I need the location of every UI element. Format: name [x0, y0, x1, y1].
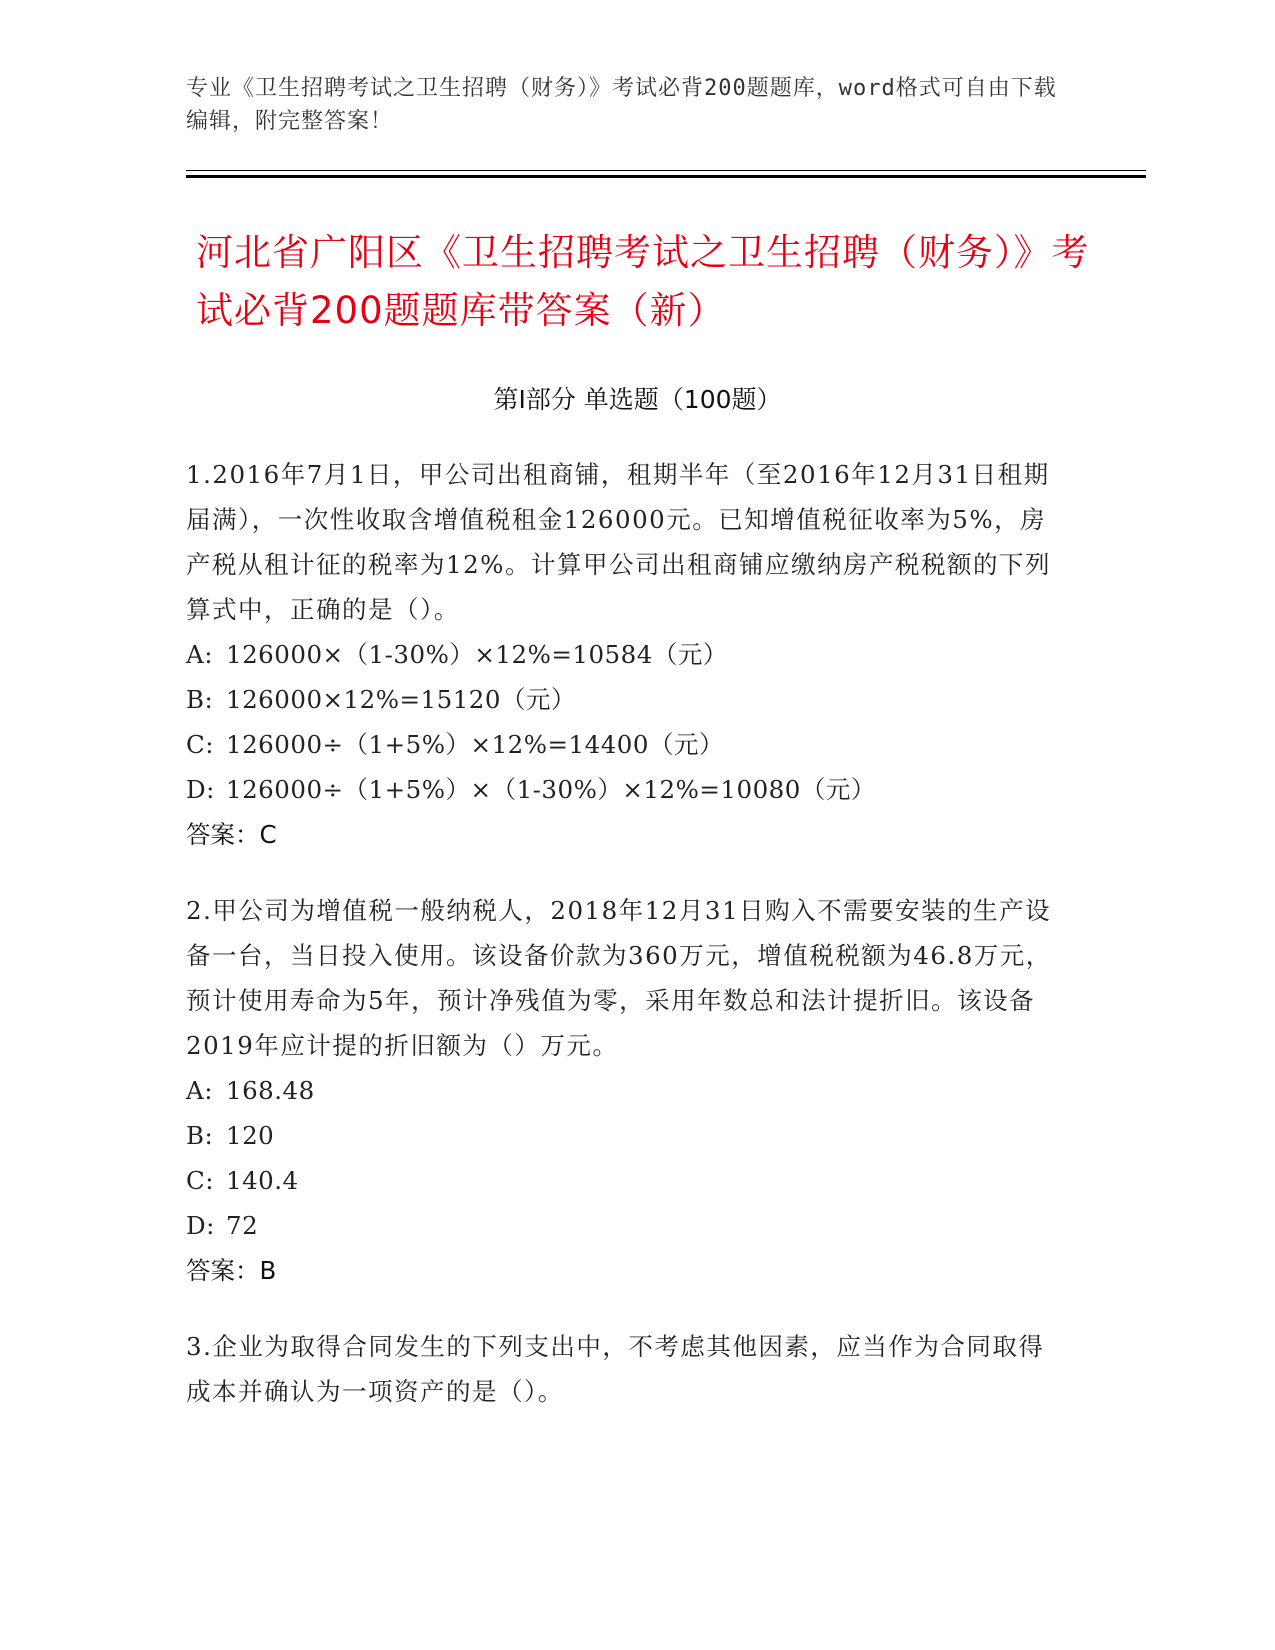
option-letter: A: [186, 640, 213, 669]
question-3 [186, 1324, 1066, 1414]
question-stem: 3.企业为取得合同发生的下列支出中，不考虑其他因素，应当作为合同取得成本并确认为一项资产的是（）。 [186, 1332, 1045, 1406]
option-d [186, 767, 1066, 812]
option-letter: A: [186, 1076, 213, 1105]
option-a [186, 1068, 1066, 1113]
header-divider-thick [186, 175, 1146, 178]
header-divider-thin [186, 170, 1146, 171]
question-stem: 1.2016年7月1日，甲公司出租商铺，租期半年（至2016年12月31日租期届满），一次性收取含增值税租金126000元。已知增值税征收率为5%，房产税从租计征的税率为12%。计算甲公司出租商铺应缴纳房产税税额的下列算式中，正确的是（）。 [186, 460, 1051, 624]
answer: 答案：C [186, 820, 277, 849]
document-title: 河北省广阳区《卫生招聘考试之卫生招聘（财务）》考试必背200题题库带答案（新） [196, 231, 1090, 332]
option-letter: B: [186, 685, 214, 714]
option-text: 120 [226, 1121, 275, 1150]
option-c [186, 1158, 1066, 1203]
option-letter: C: [186, 730, 215, 759]
option-text: 126000×12%=15120（元） [226, 685, 576, 714]
question-stem: 2.甲公司为增值税一般纳税人，2018年12月31日购入不需要安装的生产设备一台，当日投入使用。该设备价款为360万元，增值税税额为46.8万元，预计使用寿命为5年，预计净残值为零，采用年数总和法计提折旧。该设备2019年应计提的折旧额为（）万元。 [186, 896, 1052, 1060]
option-text: 126000÷（1+5%）×12%=14400（元） [226, 730, 724, 759]
answer: 答案：B [186, 1256, 277, 1285]
option-letter: D: [186, 775, 215, 804]
option-letter: C: [186, 1166, 215, 1195]
option-letter: D: [186, 1211, 215, 1240]
option-text: 168.48 [226, 1076, 315, 1105]
option-b [186, 677, 1066, 722]
option-text: 126000×（1-30%）×12%=10584（元） [226, 640, 728, 669]
option-b [186, 1113, 1066, 1158]
option-c [186, 722, 1066, 767]
section-title: 第Ⅰ部分 单选题（100题） [493, 385, 782, 414]
question-2 [186, 888, 1066, 1293]
option-text: 126000÷（1+5%）×（1-30%）×12%=10080（元） [226, 775, 876, 804]
option-letter: B: [186, 1121, 214, 1150]
question-1 [186, 452, 1066, 857]
header-note: 专业《卫生招聘考试之卫生招聘（财务）》考试必背200题题库，word格式可自由下载编辑，附完整答案！ [186, 76, 1057, 134]
option-text: 72 [226, 1211, 259, 1240]
option-text: 140.4 [226, 1166, 299, 1195]
option-a [186, 632, 1066, 677]
option-d [186, 1203, 1066, 1248]
